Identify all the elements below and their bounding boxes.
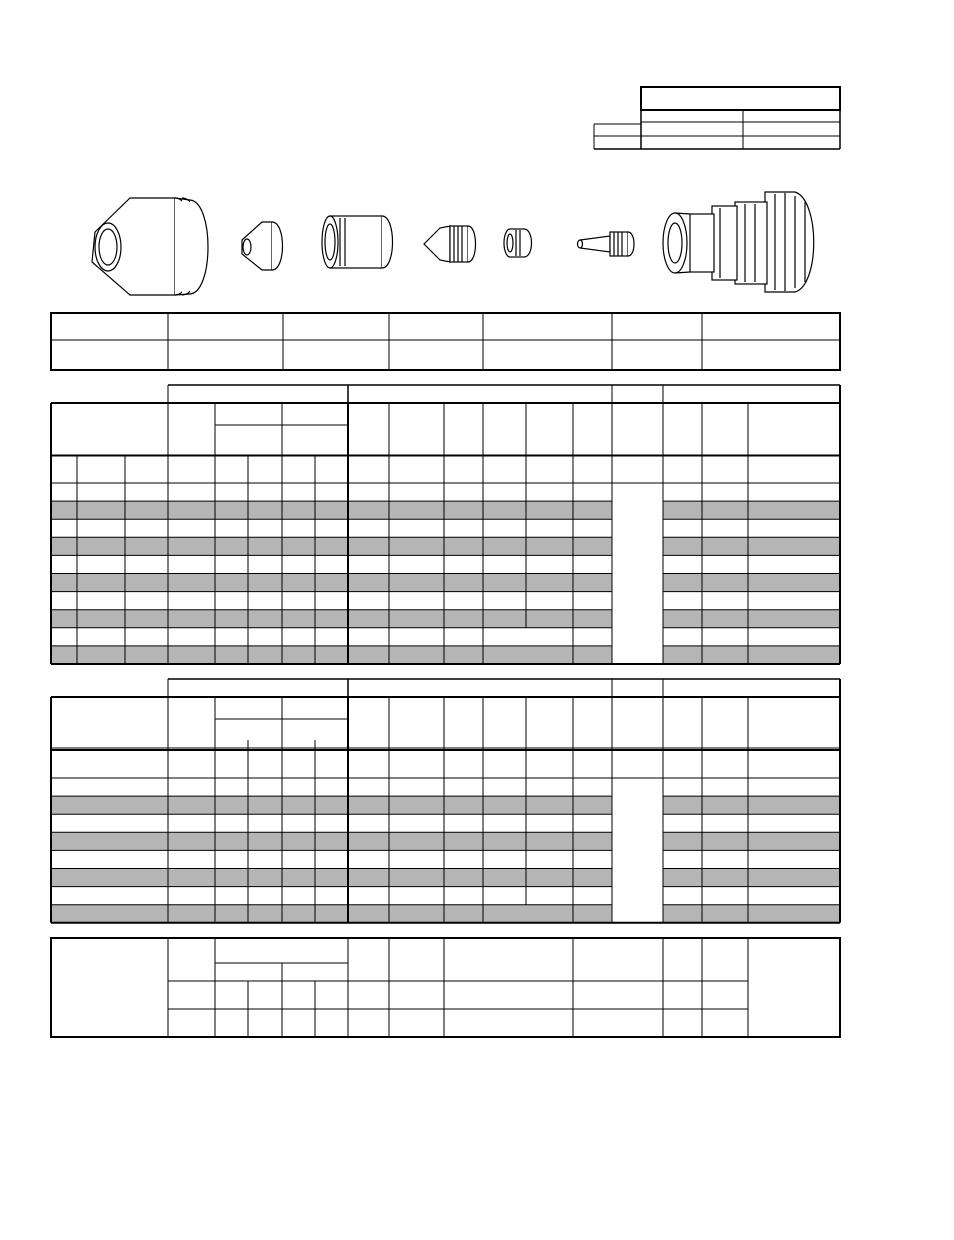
shaded-row — [51, 905, 612, 923]
shaded-row — [51, 646, 612, 664]
shaded-row — [51, 610, 612, 628]
swirl-ring-icon — [504, 229, 532, 257]
shaded-row — [663, 610, 840, 628]
shaded-row — [51, 574, 612, 592]
electrode-icon — [578, 232, 635, 256]
shaded-row — [51, 832, 612, 850]
shaded-row — [663, 574, 840, 592]
shaded-row — [663, 796, 840, 814]
summary-table — [51, 938, 840, 1037]
shaded-row — [51, 537, 612, 555]
shaded-row — [663, 869, 840, 887]
header-reference-table — [594, 87, 840, 149]
torch-body-icon — [663, 192, 814, 292]
nozzle-icon — [242, 222, 283, 270]
shaded-row — [51, 501, 612, 519]
shaded-row — [663, 501, 840, 519]
retaining-cap-icon — [322, 216, 393, 268]
metric-cut-chart-table — [51, 385, 840, 664]
shaded-row — [663, 832, 840, 850]
english-cut-chart-table — [51, 679, 840, 923]
shield-icon — [92, 198, 208, 295]
shaded-row — [51, 869, 612, 887]
shaded-row — [51, 796, 612, 814]
parts-number-table — [51, 313, 840, 370]
nozzle-tip-icon — [424, 226, 476, 262]
shaded-row — [663, 646, 840, 664]
shaded-row — [663, 905, 840, 923]
shaded-row — [663, 537, 840, 555]
